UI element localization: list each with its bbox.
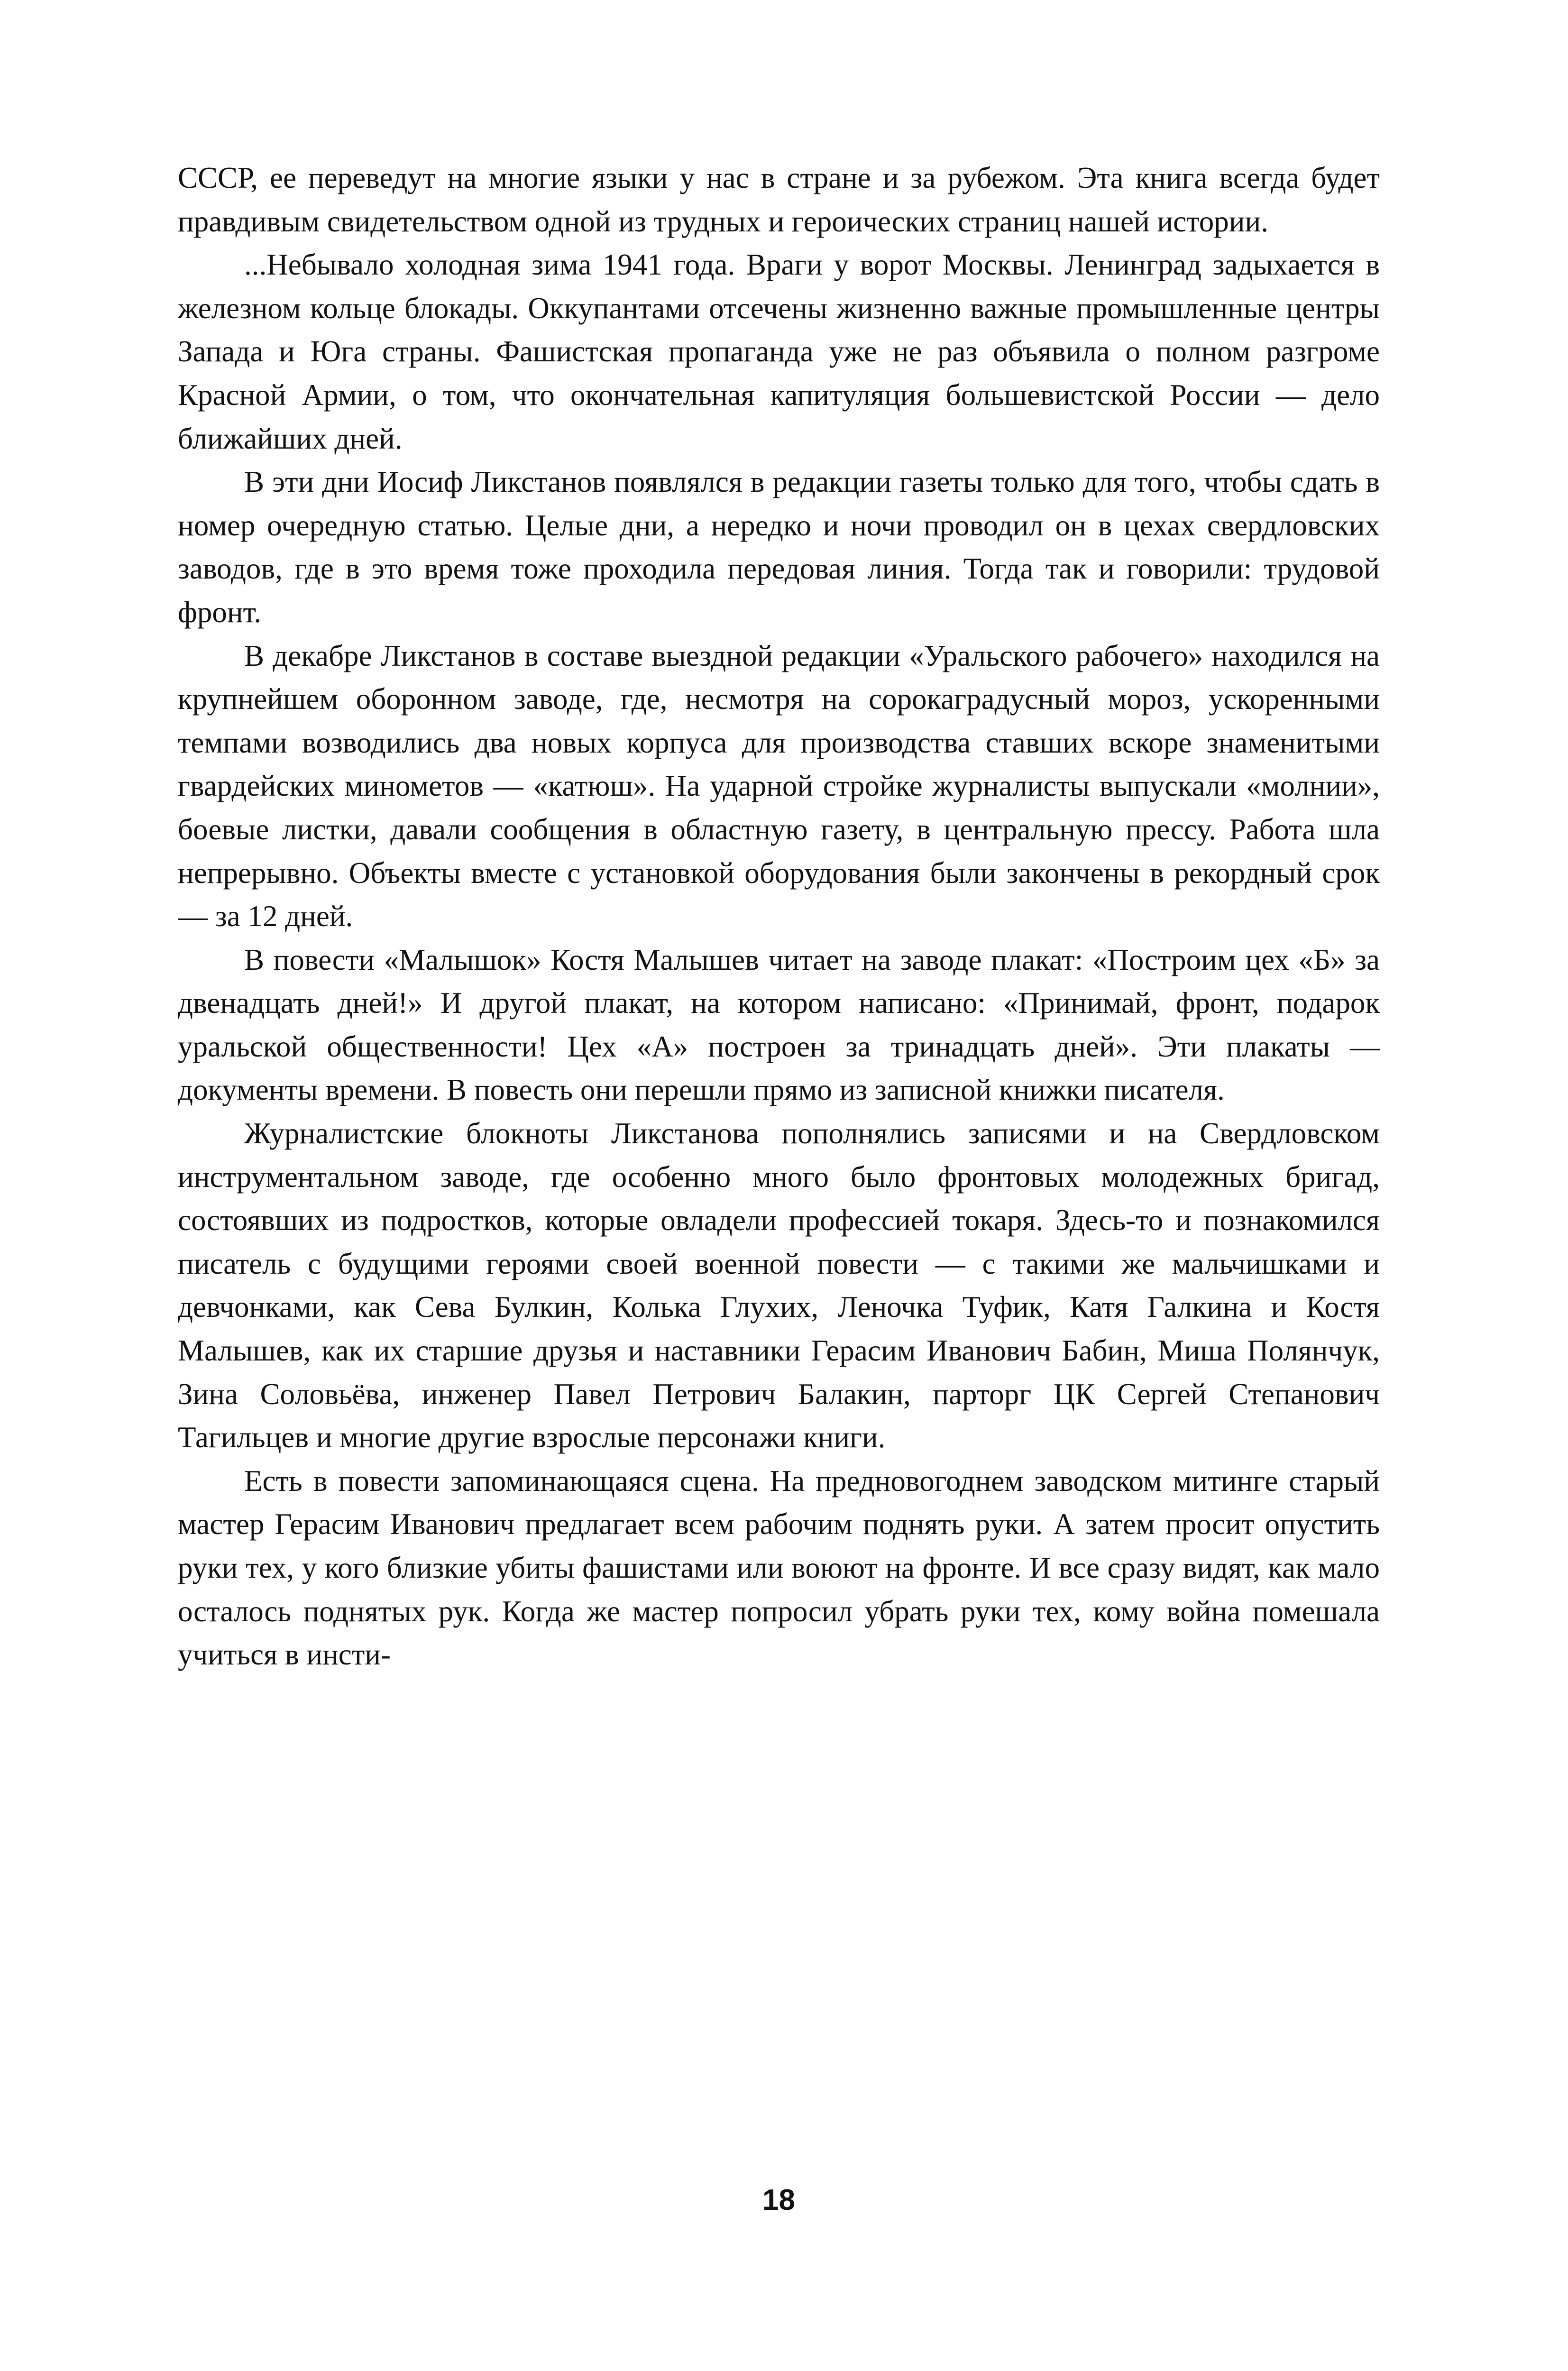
paragraph: В декабре Ликстанов в составе выездной редакции «Уральского рабочего» находился на крупнейшем оборонном заводе, где, несмотря на сорокаградусный мороз, ускоренными темпами возводились два новых корпуса для производства ставших вскоре знаменитыми гвардейских минометов — «катюш». На ударной стройке журналисты выпускали «молнии», боевые листки, давали сообщения в областную газету, в центральную прессу. Работа шла непрерывно. Объекты вместе с установкой оборудования были закончены в рекордный срок — за 12 дней.: [178, 639, 1380, 933]
body-text: [178, 156, 1380, 1677]
paragraph: Журналистские блокноты Ликстанова пополнялись записями и на Свердловском инструментальном заводе, где особенно много было фронтовых молодежных бригад, состоявших из подростков, которые овладели профессией токаря. Здесь-то и познакомился писатель с будущими героями своей военной повести — с такими же мальчишками и девчонками, как Сева Булкин, Колька Глухих, Леночка Туфик, Катя Галкина и Костя Малышев, как их старшие друзья и наставники Герасим Иванович Бабин, Миша Полянчук, Зина Соловьёва, инженер Павел Петрович Балакин, парторг ЦК Сергей Степанович Тагильцев и многие другие взрослые персонажи книги.: [178, 1117, 1380, 1454]
paragraph-continuation: СССР, ее переведут на многие языки у нас в стране и за рубежом. Эта книга всегда будет правдивым свидетельством одной из трудных и героических страниц нашей истории.: [178, 161, 1380, 238]
page-number: 18: [762, 2184, 795, 2216]
paragraph: Есть в повести запоминающаяся сцена. На предновогоднем заводском митинге старый мастер Герасим Иванович предлагает всем рабочим поднять руки. А затем просит опустить руки тех, у кого близкие убиты фашистами или воюют на фронте. И все сразу видят, как мало осталось поднятых рук. Когда же мастер попросил убрать руки тех, кому война помешала учиться в инсти-: [178, 1464, 1380, 1672]
book-page: [178, 156, 1380, 2276]
paragraph: В повести «Малышок» Костя Малышев читает на заводе плакат: «Построим цех «Б» за двенадцать дней!» И другой плакат, на котором написано: «Принимай, фронт, подарок уральской общественности! Цех «А» построен за тринадцать дней». Эти плакаты — документы времени. В повесть они перешли прямо из записной книжки писателя.: [178, 943, 1380, 1107]
paragraph: В эти дни Иосиф Ликстанов появлялся в редакции газеты только для того, чтобы сдать в номер очередную статью. Целые дни, а нередко и ночи проводил он в цехах свердловских заводов, где в это время тоже проходила передовая линия. Тогда так и говорили: трудовой фронт.: [178, 465, 1380, 629]
paragraph: ...Небывало холодная зима 1941 года. Враги у ворот Москвы. Ленинград задыхается в железном кольце блокады. Оккупантами отсечены жизненно важные промышленные центры Запада и Юга страны. Фашистская пропаганда уже не раз объявила о полном разгроме Красной Армии, о том, что окончательная капитуляция большевистской России — дело ближайших дней.: [178, 248, 1380, 455]
